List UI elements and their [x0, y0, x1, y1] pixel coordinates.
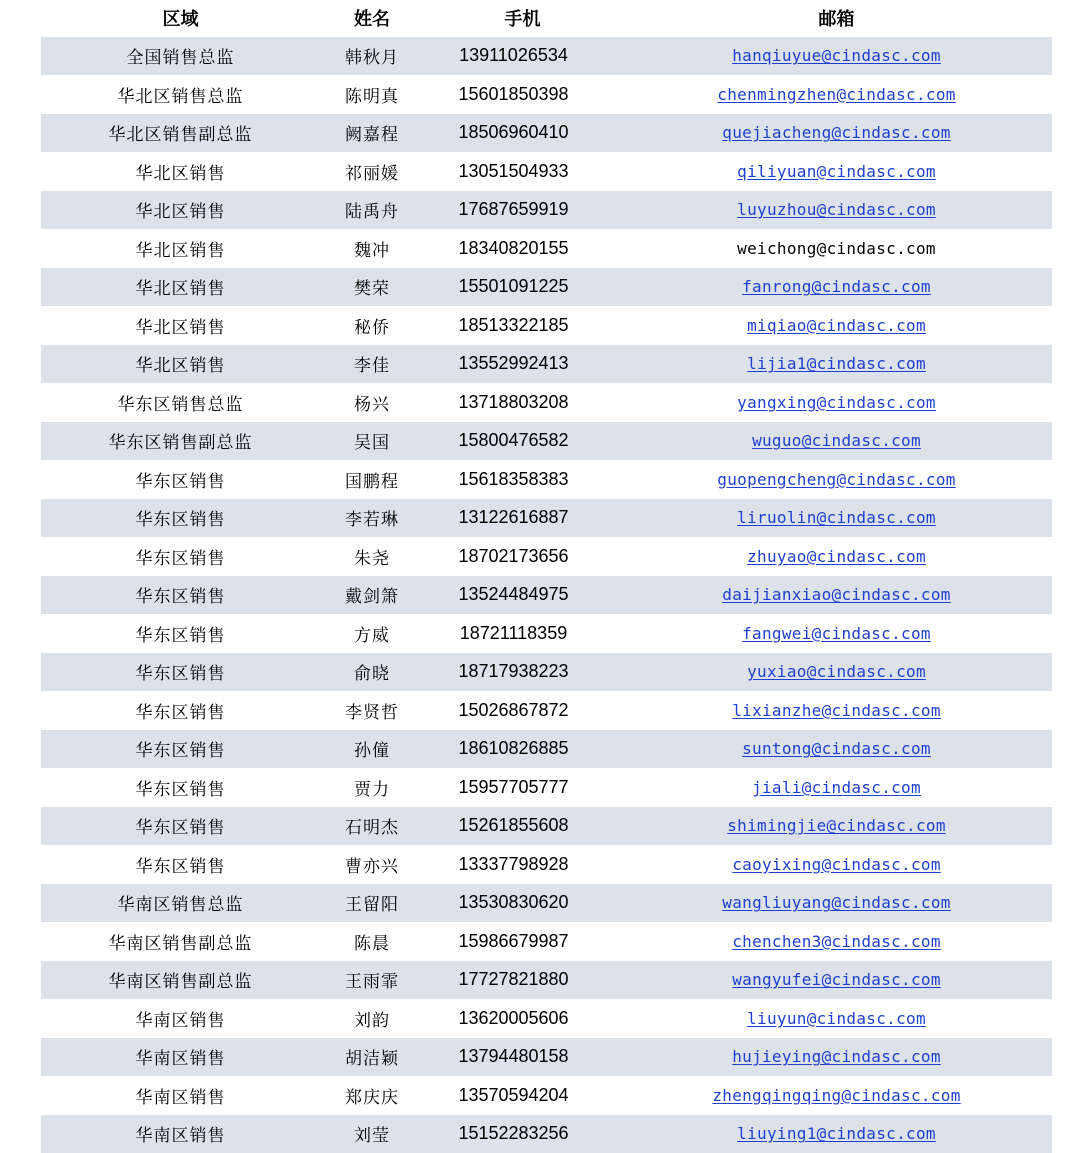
cell-region: 华南区销售	[41, 1076, 320, 1115]
cell-name: 朱尧	[320, 537, 424, 576]
cell-email	[621, 383, 1052, 422]
email-link[interactable]: chenchen3@cindasc.com	[732, 931, 941, 951]
cell-phone	[424, 383, 621, 422]
cell-region: 华东区销售	[41, 576, 320, 615]
email-link[interactable]: luyuzhou@cindasc.com	[737, 200, 936, 220]
table-row	[41, 1115, 1052, 1153]
cell-name: 孙僮	[320, 730, 424, 769]
cell-name: 李贤哲	[320, 691, 424, 730]
email-link[interactable]: lijia1@cindasc.com	[747, 354, 926, 374]
cell-region: 华东区销售	[41, 691, 320, 730]
cell-phone	[424, 1115, 621, 1153]
cell-phone	[424, 614, 621, 653]
cell-region: 华南区销售总监	[41, 884, 320, 923]
cell-phone	[424, 191, 621, 230]
cell-region: 华东区销售副总监	[41, 422, 320, 461]
cell-region: 华北区销售	[41, 345, 320, 384]
cell-phone	[424, 499, 621, 538]
header-region: 区域	[41, 0, 320, 37]
cell-phone	[424, 691, 621, 730]
cell-phone	[424, 268, 621, 307]
cell-email	[621, 75, 1052, 114]
phone-number: 13524484975	[458, 584, 569, 605]
phone-number: 15800476582	[458, 430, 569, 451]
table-row	[41, 961, 1052, 1000]
phone-number: 15026867872	[458, 699, 569, 720]
table-header	[41, 0, 1052, 37]
cell-phone	[424, 999, 621, 1038]
cell-region: 华东区销售	[41, 460, 320, 499]
cell-email	[621, 306, 1052, 345]
phone-number: 13911026534	[459, 45, 568, 66]
cell-region: 华东区销售	[41, 653, 320, 692]
email-link[interactable]: qiliyuan@cindasc.com	[737, 161, 936, 181]
email-link[interactable]: hanqiuyue@cindasc.com	[732, 46, 941, 66]
email-link[interactable]: wangyufei@cindasc.com	[732, 970, 941, 990]
cell-phone	[424, 884, 621, 923]
table-row	[41, 730, 1052, 769]
cell-phone	[424, 306, 621, 345]
cell-name: 曹亦兴	[320, 845, 424, 884]
cell-phone	[424, 1038, 621, 1077]
cell-region: 华南区销售副总监	[41, 961, 320, 1000]
phone-number: 13530830620	[458, 892, 569, 913]
email-link[interactable]: wangliuyang@cindasc.com	[722, 893, 951, 913]
cell-phone	[424, 422, 621, 461]
phone-number: 18702173656	[458, 545, 569, 566]
cell-email	[621, 730, 1052, 769]
cell-phone	[424, 460, 621, 499]
table-row	[41, 999, 1052, 1038]
cell-region: 华东区销售	[41, 614, 320, 653]
phone-number: 13570594204	[458, 1084, 569, 1105]
cell-email	[621, 1076, 1052, 1115]
cell-email	[621, 1038, 1052, 1077]
cell-name: 秘侨	[320, 306, 424, 345]
table-row	[41, 75, 1052, 114]
table-row	[41, 576, 1052, 615]
cell-phone	[424, 576, 621, 615]
table-row	[41, 499, 1052, 538]
phone-number: 15986679987	[458, 930, 569, 951]
phone-number: 18506960410	[458, 122, 569, 143]
table-row	[41, 268, 1052, 307]
cell-name: 陈明真	[320, 75, 424, 114]
email-link[interactable]: guopengcheng@cindasc.com	[717, 469, 956, 489]
email-link[interactable]: zhengqingqing@cindasc.com	[712, 1085, 961, 1105]
cell-email	[621, 537, 1052, 576]
table-row	[41, 768, 1052, 807]
cell-phone	[424, 768, 621, 807]
cell-name: 贾力	[320, 768, 424, 807]
cell-region: 华南区销售	[41, 999, 320, 1038]
cell-email	[621, 614, 1052, 653]
email-link[interactable]: caoyixing@cindasc.com	[732, 854, 941, 874]
email-link[interactable]: liuying1@cindasc.com	[737, 1124, 936, 1144]
cell-region: 华北区销售	[41, 152, 320, 191]
table-row	[41, 653, 1052, 692]
cell-region: 全国销售总监	[41, 37, 320, 76]
cell-phone	[424, 922, 621, 961]
cell-email	[621, 345, 1052, 384]
table-row	[41, 229, 1052, 268]
phone-number: 13552992413	[458, 353, 569, 374]
cell-phone	[424, 1076, 621, 1115]
cell-name: 吴国	[320, 422, 424, 461]
cell-email	[621, 460, 1052, 499]
cell-name: 陆禹舟	[320, 191, 424, 230]
table-row	[41, 191, 1052, 230]
cell-phone	[424, 75, 621, 114]
email-text: weichong@cindasc.com	[737, 238, 936, 258]
cell-name: 俞晓	[320, 653, 424, 692]
cell-phone	[424, 537, 621, 576]
phone-number: 13051504933	[458, 160, 569, 181]
sales-contact-table	[41, 0, 1052, 1153]
cell-email	[621, 768, 1052, 807]
table-row	[41, 306, 1052, 345]
cell-email	[621, 691, 1052, 730]
email-link[interactable]: liuyun@cindasc.com	[747, 1008, 926, 1028]
cell-name: 刘韵	[320, 999, 424, 1038]
table-row	[41, 383, 1052, 422]
email-link[interactable]: wuguo@cindasc.com	[752, 431, 921, 451]
email-link[interactable]: chenmingzhen@cindasc.com	[717, 84, 956, 104]
phone-number: 13718803208	[458, 391, 569, 412]
header-email: 邮箱	[621, 0, 1052, 37]
table-row	[41, 845, 1052, 884]
table-row	[41, 807, 1052, 846]
phone-number: 13122616887	[458, 507, 569, 528]
cell-email	[621, 229, 1052, 268]
cell-name: 祁丽媛	[320, 152, 424, 191]
header-name: 姓名	[320, 0, 424, 37]
cell-region: 华东区销售	[41, 807, 320, 846]
table-row	[41, 460, 1052, 499]
cell-name: 韩秋月	[320, 37, 424, 76]
cell-email	[621, 422, 1052, 461]
email-link[interactable]: yangxing@cindasc.com	[737, 392, 936, 412]
cell-name: 陈晨	[320, 922, 424, 961]
cell-email	[621, 999, 1052, 1038]
cell-phone	[424, 229, 621, 268]
table-row	[41, 37, 1052, 76]
cell-phone	[424, 114, 621, 153]
cell-email	[621, 1115, 1052, 1153]
cell-name: 胡洁颖	[320, 1038, 424, 1077]
table-row	[41, 884, 1052, 923]
phone-number: 18721118359	[459, 622, 568, 643]
table-row	[41, 345, 1052, 384]
cell-phone	[424, 807, 621, 846]
cell-phone	[424, 37, 621, 76]
cell-region: 华南区销售	[41, 1115, 320, 1153]
cell-name: 石明杰	[320, 807, 424, 846]
cell-email	[621, 268, 1052, 307]
header-phone: 手机	[424, 0, 621, 37]
cell-region: 华东区销售	[41, 537, 320, 576]
cell-email	[621, 884, 1052, 923]
phone-number: 18340820155	[458, 237, 569, 258]
email-link[interactable]: jiali@cindasc.com	[752, 777, 921, 797]
table-row	[41, 152, 1052, 191]
cell-region: 华南区销售	[41, 1038, 320, 1077]
cell-phone	[424, 961, 621, 1000]
cell-region: 华北区销售	[41, 229, 320, 268]
cell-name: 李佳	[320, 345, 424, 384]
cell-name: 国鹏程	[320, 460, 424, 499]
phone-number: 15618358383	[458, 468, 569, 489]
cell-name: 方威	[320, 614, 424, 653]
cell-region: 华东区销售	[41, 845, 320, 884]
cell-region: 华北区销售	[41, 306, 320, 345]
cell-email	[621, 922, 1052, 961]
table-row	[41, 614, 1052, 653]
cell-name: 阙嘉程	[320, 114, 424, 153]
cell-name: 王留阳	[320, 884, 424, 923]
table-row	[41, 1076, 1052, 1115]
header-row	[41, 0, 1052, 37]
email-link[interactable]: zhuyao@cindasc.com	[747, 546, 926, 566]
phone-number: 17687659919	[458, 199, 569, 220]
cell-phone	[424, 730, 621, 769]
cell-email	[621, 845, 1052, 884]
cell-email	[621, 961, 1052, 1000]
table-row	[41, 114, 1052, 153]
phone-number: 13794480158	[458, 1046, 569, 1067]
phone-number: 15957705777	[458, 776, 569, 797]
cell-name: 樊荣	[320, 268, 424, 307]
cell-phone	[424, 653, 621, 692]
phone-number: 15501091225	[458, 276, 569, 297]
cell-name: 李若琳	[320, 499, 424, 538]
phone-number: 13620005606	[458, 1007, 569, 1028]
email-link[interactable]: fangwei@cindasc.com	[742, 623, 931, 643]
cell-phone	[424, 152, 621, 191]
cell-email	[621, 191, 1052, 230]
table-row	[41, 1038, 1052, 1077]
cell-name: 杨兴	[320, 383, 424, 422]
phone-number: 18513322185	[458, 314, 569, 335]
cell-name: 魏冲	[320, 229, 424, 268]
cell-region: 华东区销售	[41, 499, 320, 538]
cell-name: 刘莹	[320, 1115, 424, 1153]
table-row	[41, 422, 1052, 461]
cell-name: 郑庆庆	[320, 1076, 424, 1115]
email-link[interactable]: liruolin@cindasc.com	[737, 508, 936, 528]
cell-region: 华北区销售总监	[41, 75, 320, 114]
phone-number: 18717938223	[458, 661, 569, 682]
cell-name: 戴剑箫	[320, 576, 424, 615]
cell-region: 华南区销售副总监	[41, 922, 320, 961]
phone-number: 15261855608	[458, 815, 569, 836]
email-link[interactable]: hujieying@cindasc.com	[732, 1047, 941, 1067]
cell-region: 华北区销售副总监	[41, 114, 320, 153]
table-row	[41, 922, 1052, 961]
email-link[interactable]: shimingjie@cindasc.com	[727, 816, 946, 836]
cell-email	[621, 152, 1052, 191]
email-link[interactable]: daijianxiao@cindasc.com	[722, 585, 951, 605]
cell-email	[621, 37, 1052, 76]
cell-email	[621, 653, 1052, 692]
cell-email	[621, 499, 1052, 538]
cell-region: 华东区销售	[41, 768, 320, 807]
table-row	[41, 691, 1052, 730]
phone-number: 18610826885	[458, 738, 569, 759]
phone-number: 15152283256	[458, 1123, 569, 1144]
cell-region: 华东区销售总监	[41, 383, 320, 422]
email-link[interactable]: quejiacheng@cindasc.com	[722, 123, 951, 143]
table-row	[41, 537, 1052, 576]
cell-region: 华北区销售	[41, 191, 320, 230]
cell-phone	[424, 345, 621, 384]
email-link[interactable]: fanrong@cindasc.com	[742, 277, 931, 297]
cell-email	[621, 807, 1052, 846]
cell-email	[621, 114, 1052, 153]
cell-email	[621, 576, 1052, 615]
cell-name: 王雨霏	[320, 961, 424, 1000]
email-link[interactable]: miqiao@cindasc.com	[747, 315, 926, 335]
phone-number: 15601850398	[458, 83, 569, 104]
table-body	[41, 37, 1052, 1153]
email-link[interactable]: lixianzhe@cindasc.com	[732, 700, 941, 720]
phone-number: 13337798928	[458, 853, 569, 874]
email-link[interactable]: suntong@cindasc.com	[742, 739, 931, 759]
cell-region: 华北区销售	[41, 268, 320, 307]
phone-number: 17727821880	[458, 969, 569, 990]
cell-region: 华东区销售	[41, 730, 320, 769]
email-link[interactable]: yuxiao@cindasc.com	[747, 662, 926, 682]
cell-phone	[424, 845, 621, 884]
